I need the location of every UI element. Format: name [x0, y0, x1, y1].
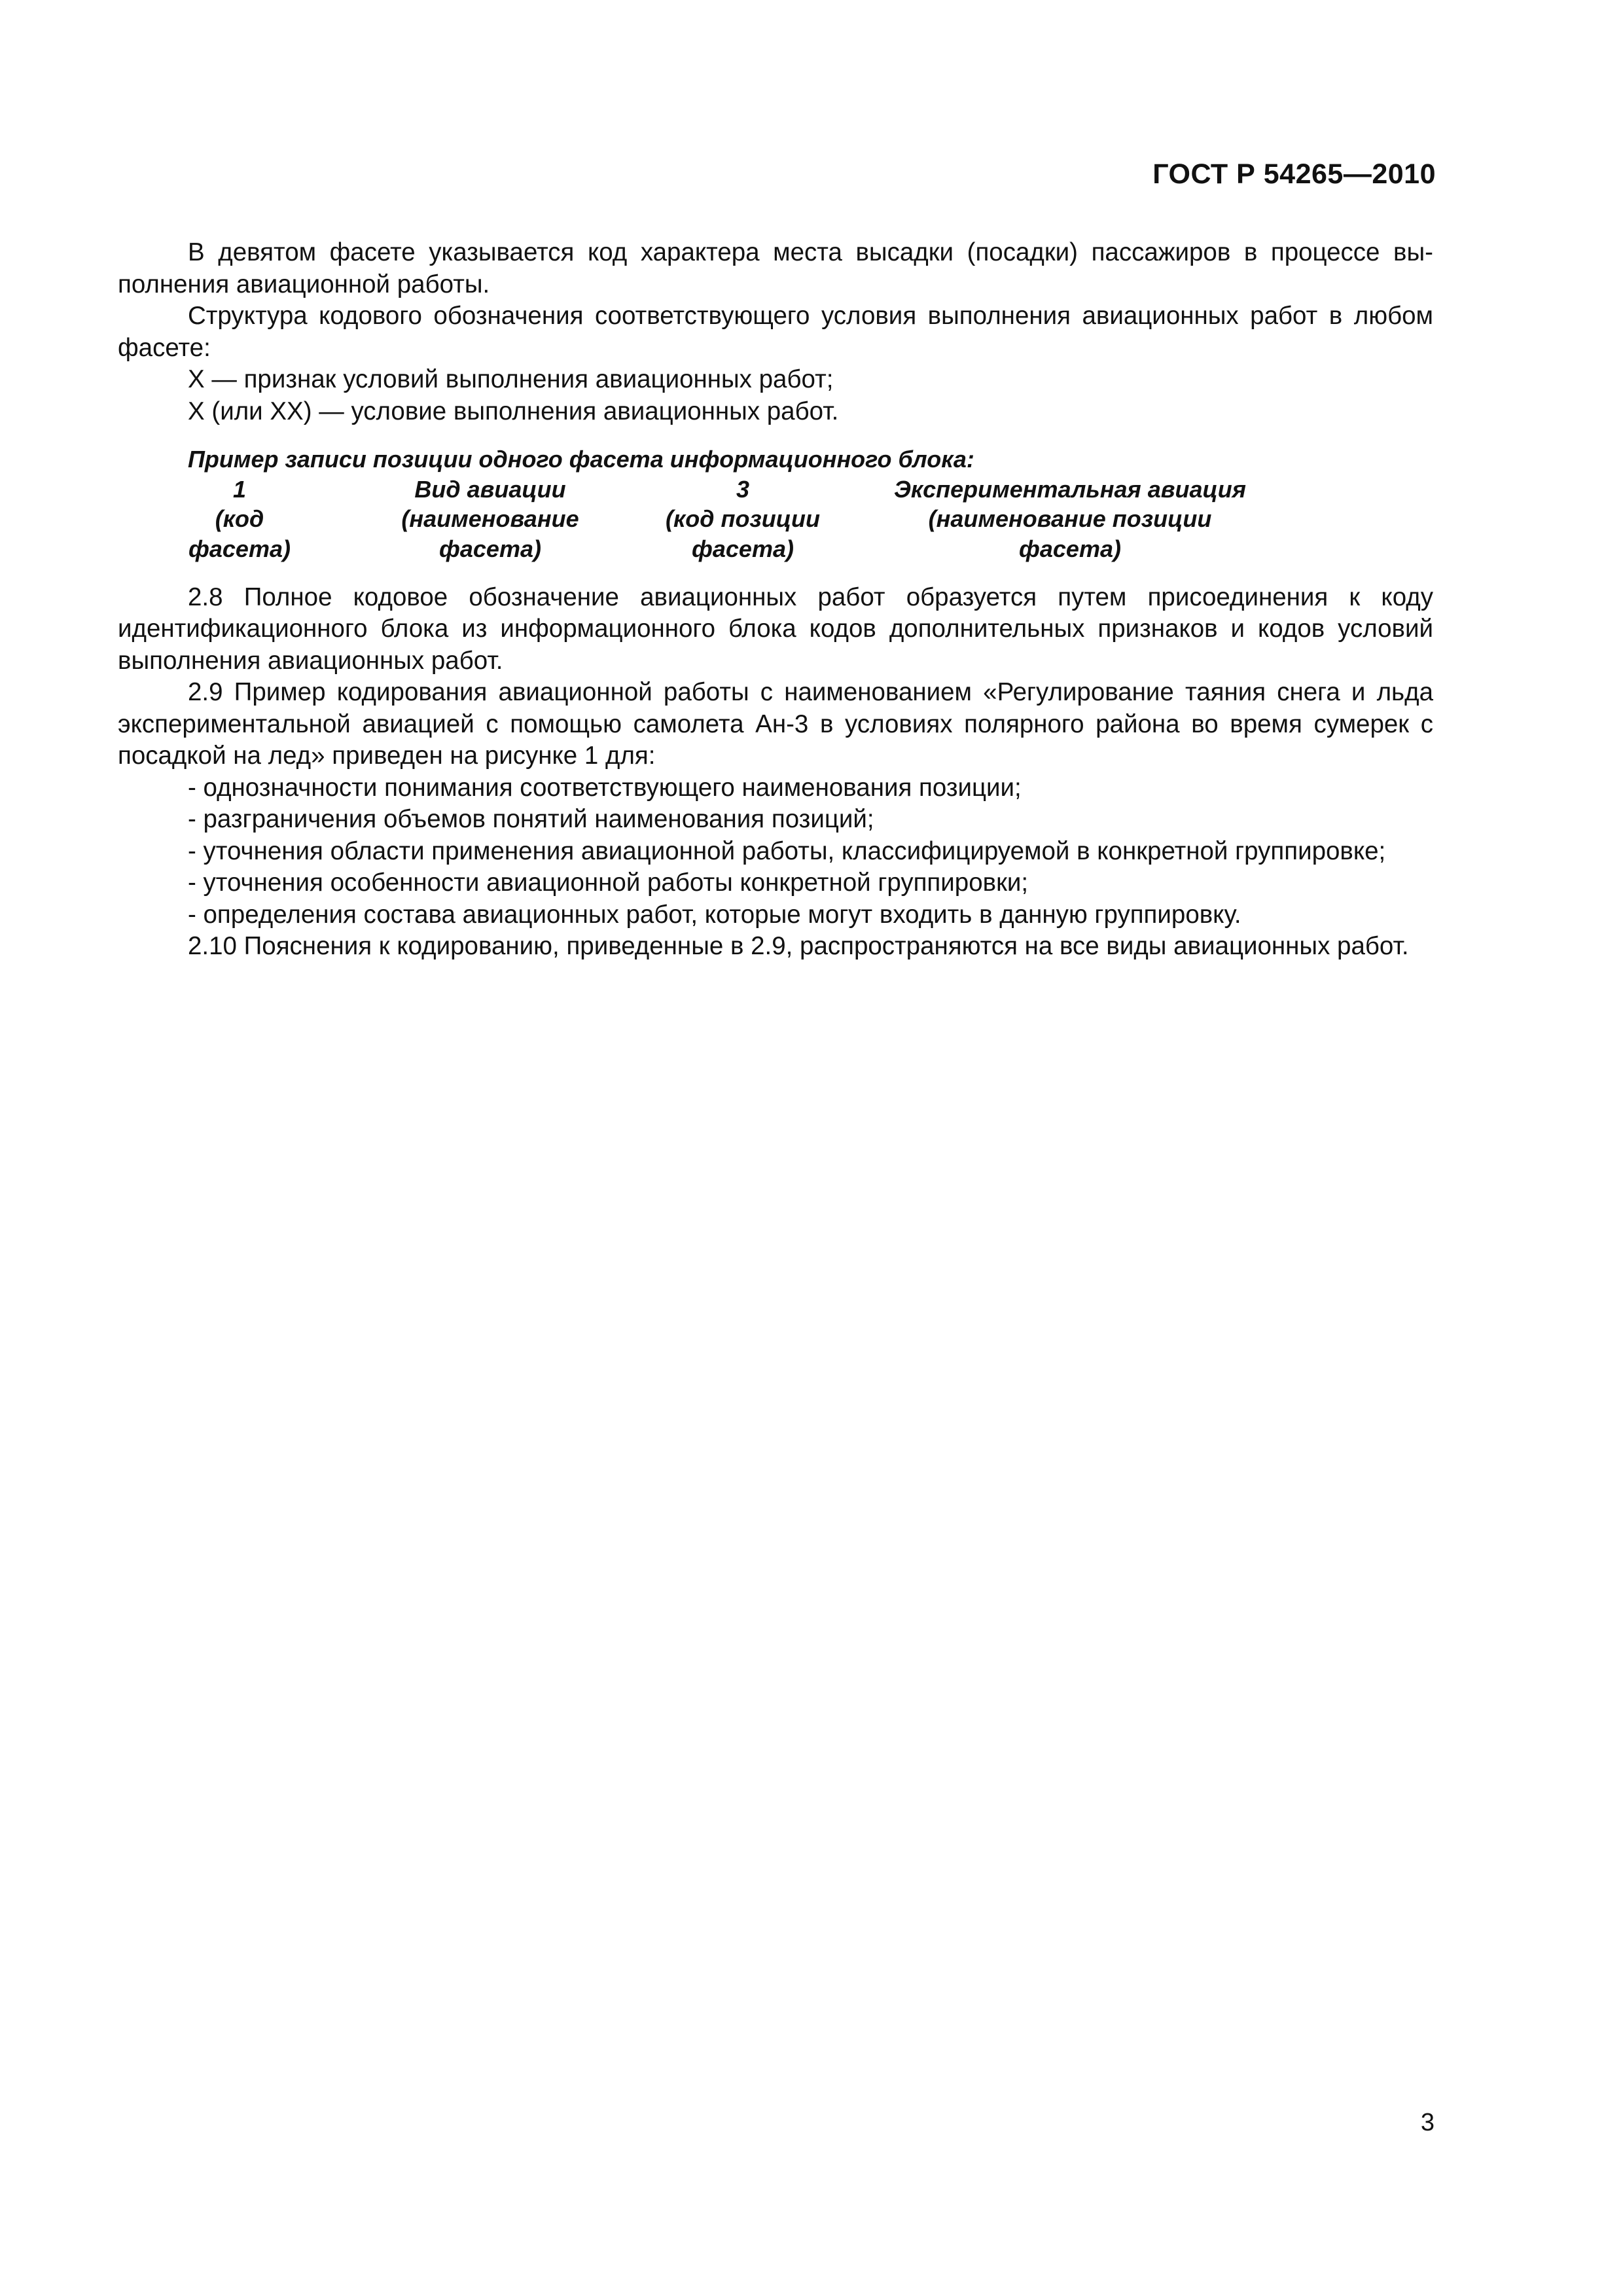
paragraph-ninth-facet: В девятом фасете указывается код характера места высадки (посадки) пассажиров в процессе выполнения авиационной работы.	[118, 238, 1433, 298]
document-code-header: ГОСТ Р 54265—2010	[1152, 158, 1436, 190]
example-block	[118, 444, 1433, 566]
example-cell: фасета)	[439, 535, 541, 562]
example-column-facet-code	[182, 475, 297, 564]
list-item: - уточнения особенности авиационной работы конкретной группировки;	[188, 869, 1029, 897]
list-item: - определения состава авиационных работ, которые могут входить в данную группировку.	[188, 900, 1241, 929]
paragraph-sign-definition: Х — признак условий выполнения авиационных работ;	[188, 365, 834, 393]
example-cell: Вид авиации	[414, 475, 566, 503]
example-grid	[118, 475, 1433, 566]
example-cell: Экспериментальная авиация	[894, 475, 1246, 503]
paragraph-code-structure: Структура кодового обозначения соответствующего условия выполнения авиационных работ в любом фасете:	[118, 302, 1433, 362]
example-column-position-name	[857, 475, 1283, 564]
example-cell: фасета)	[692, 535, 794, 562]
example-cell: фасета)	[188, 535, 291, 562]
example-title: Пример записи позиции одного фасета информационного блока:	[188, 446, 974, 473]
example-cell: 1	[232, 475, 247, 503]
paragraph-2-10: 2.10 Пояснения к кодированию, приведенные в 2.9, распространяются на все виды авиационных работ.	[188, 932, 1409, 960]
example-column-position-code	[635, 475, 851, 564]
list-item: - разграничения объемов понятий наименования позиций;	[188, 805, 874, 833]
document-body	[118, 237, 1433, 963]
list-item: - однозначности понимания соответствующего наименования позиции;	[188, 773, 1022, 802]
page-number: 3	[1420, 2109, 1435, 2136]
paragraph-condition-definition: Х (или ХХ) — условие выполнения авиационных работ.	[188, 397, 839, 425]
example-cell: (наименование позиции	[928, 505, 1212, 532]
example-cell: (код позиции	[665, 505, 821, 532]
example-cell: фасета)	[1019, 535, 1121, 562]
paragraph-2-8: 2.8 Полное кодовое обозначение авиационных работ образуется путем присоединения к коду идентификационного блока из информационного блока кодов дополнительных признаков и кодов условий выполнения авиационных работ.	[118, 583, 1433, 675]
example-column-facet-name	[376, 475, 605, 564]
example-cell: (код	[215, 505, 264, 532]
list-item: - уточнения области применения авиационной работы, классифицируемой в конкретной группировке;	[188, 836, 1386, 865]
example-cell: (наименование	[401, 505, 579, 532]
paragraph-2-9: 2.9 Пример кодирования авиационной работы с наименованием «Регулирование таяния снега и льда экспериментальной авиацией с помощью самолета Ан-3 в условиях полярного района во время сумерек с посадкой на лед» приведен на рисунке 1 для:	[118, 678, 1433, 770]
example-cell: 3	[736, 475, 750, 503]
